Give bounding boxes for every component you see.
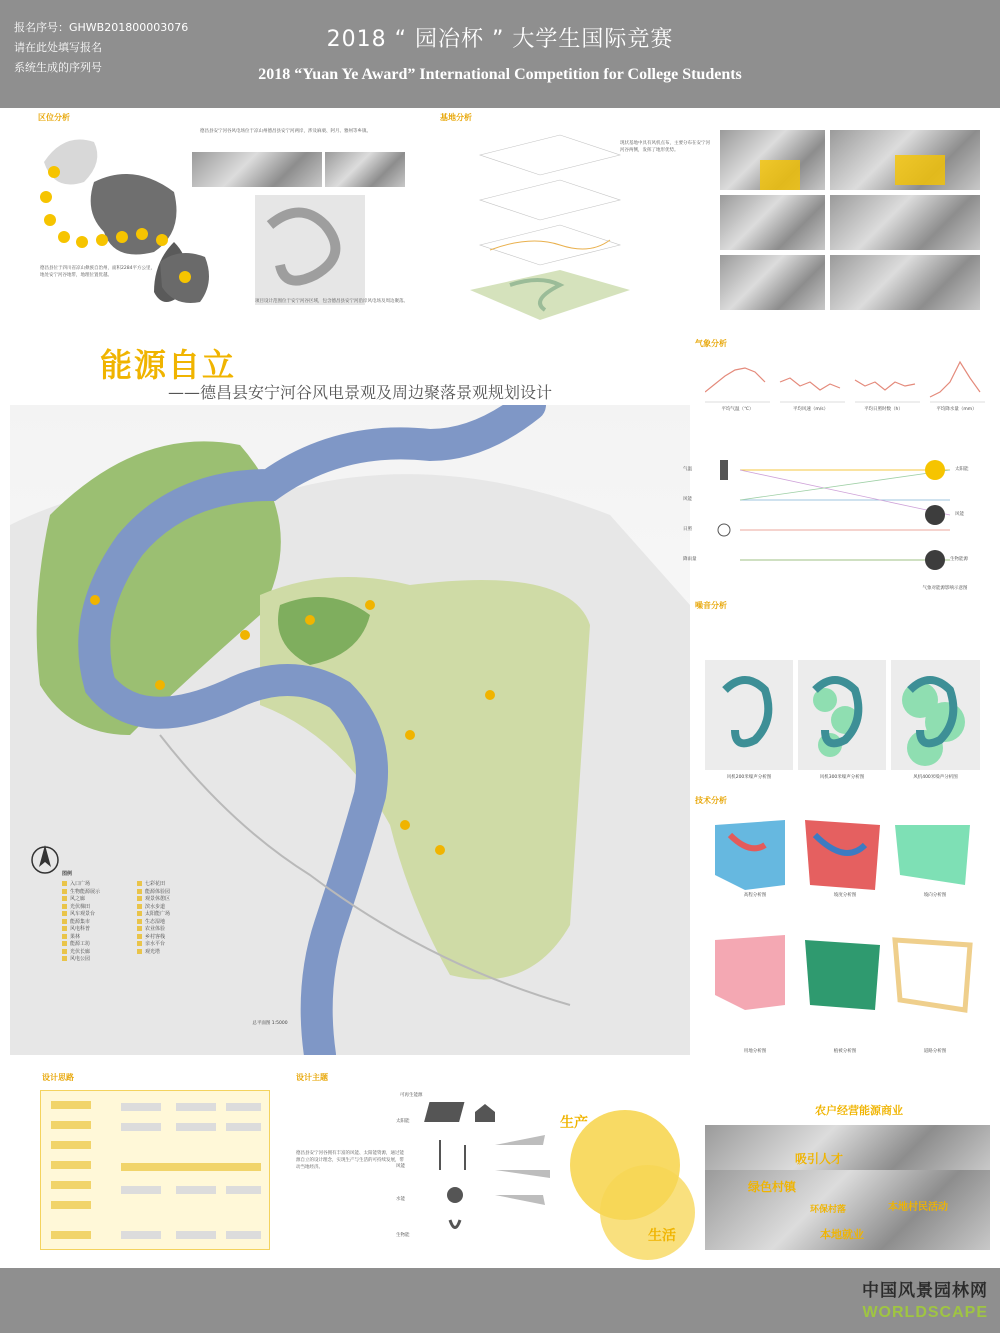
site-photo-hill — [830, 255, 980, 310]
tech-caption: 用地分析图 — [743, 1049, 767, 1054]
climate-left-label: 降雨量 — [683, 557, 697, 562]
section-base-title: 基地分析 — [440, 113, 472, 122]
registration-note-2: 系统生成的序列号 — [14, 61, 102, 74]
commerce-tag: 环保村落 — [810, 1205, 847, 1215]
energy-input-label: 生物能 — [396, 1233, 410, 1238]
climate-charts — [705, 352, 985, 412]
wind-chart-caption: 平均风速（m/s） — [792, 407, 829, 412]
noise-maps — [705, 660, 980, 770]
competition-title-cn: 2018 “ 园冶杯 ” 大学生国际竞赛 — [326, 27, 674, 52]
site-photo-building-highlight — [895, 155, 945, 185]
valley-photo-1 — [192, 152, 322, 187]
rain-chart-caption: 平均降水量（mm） — [936, 407, 977, 412]
commerce-tag: 吸引人才 — [795, 1152, 844, 1166]
renewable-label: 可再生能源 — [400, 1093, 423, 1098]
footer-banner — [0, 1268, 1000, 1333]
energy-input-label: 风能 — [396, 1164, 405, 1169]
legend-item: 滨水步道 — [137, 903, 212, 911]
legend-item: 能源体验园 — [137, 888, 212, 896]
tech-caption: 坡向分析图 — [923, 893, 947, 898]
section-noise-title: 噪音分析 — [695, 601, 727, 610]
climate-diagram-caption: 气象对能源影响示意图 — [922, 586, 968, 591]
noise-caption: 风机400米噪声分析图 — [913, 775, 958, 780]
registration-note-1: 请在此处填写报名 — [14, 41, 102, 54]
terrain-desc: 项目设计范围位于安宁河谷区域，包含德昌县安宁河沿岸风电场及周边聚落。 — [255, 299, 408, 304]
climate-right-label: 风能 — [955, 512, 964, 517]
tech-caption: 高程分析图 — [743, 893, 767, 898]
tech-caption: 坡度分析图 — [833, 893, 857, 898]
energy-input-label: 水能 — [396, 1197, 405, 1202]
site-photo-house — [720, 195, 825, 250]
section-climate-title: 气象分析 — [695, 339, 727, 348]
climate-left-label: 气温 — [683, 467, 692, 472]
footer-logo-en: WORLDSCAPE — [862, 1304, 988, 1321]
location-desc: 德昌县位于四川省凉山彝族自治州，面积2284平方公里，地处安宁河谷地带，地理位置优越。 — [40, 266, 155, 278]
terrain-map — [255, 195, 365, 305]
legend-item: 果林 — [62, 933, 137, 941]
base-desc: 现状基地中具有风机点布，主要分布在安宁河河谷两侧，发挥了地形优势。 — [620, 141, 710, 153]
section-design-title: 设计思路 — [42, 1073, 74, 1082]
legend-item: 农业体验 — [137, 925, 212, 933]
plan-legend — [62, 870, 212, 980]
valley-photo-2 — [325, 152, 405, 187]
climate-left-label: 日照 — [683, 527, 692, 532]
theme-arrows — [495, 1130, 565, 1220]
section-theme-title: 设计主题 — [296, 1073, 328, 1082]
tech-caption: 植被分析图 — [833, 1049, 857, 1054]
climate-right-label: 太阳能 — [955, 467, 969, 472]
main-subtitle: ——德昌县安宁河谷风电景观及周边聚落景观规划设计 — [168, 383, 553, 402]
footer-logo-cn: 中国风景园林网 — [862, 1281, 988, 1301]
legend-item: 太阳能广场 — [137, 910, 212, 918]
legend-item: 观景休憩区 — [137, 895, 212, 903]
legend-item: 风之廊 — [62, 895, 137, 903]
legend-item: 七彩花田 — [137, 880, 212, 888]
legend-item: 风车观景台 — [62, 910, 137, 918]
plan-scale: 总平面图 1:5000 — [252, 1021, 288, 1026]
noise-caption: 风机300米噪声分析图 — [819, 775, 865, 780]
legend-item: 能源集市 — [62, 918, 137, 926]
commerce-tag: 本地就业 — [820, 1228, 864, 1241]
main-title: 能源自立 — [100, 346, 237, 384]
commerce-photo-wind — [705, 1125, 990, 1170]
legend-item: 乡村客栈 — [137, 933, 212, 941]
legend-item: 能源工坊 — [62, 940, 137, 948]
registration-number: 报名序号：GHWB201800003076 — [14, 21, 189, 34]
legend-item: 观光塔 — [137, 948, 212, 956]
climate-energy-diagram — [700, 455, 990, 585]
energy-icons — [420, 1100, 500, 1245]
commerce-title: 农户经营能源商业 — [815, 1104, 903, 1117]
tech-caption: 道路分析图 — [923, 1049, 947, 1054]
commerce-tag: 本地村民活动 — [888, 1202, 948, 1213]
sichuan-map — [150, 242, 220, 312]
design-flow-chart — [40, 1090, 270, 1250]
site-photo-field — [830, 195, 980, 250]
legend-item: 光伏长廊 — [62, 948, 137, 956]
section-tech-title: 技术分析 — [695, 796, 727, 805]
legend-item: 亲水平台 — [137, 940, 212, 948]
site-photo-turbine — [720, 255, 825, 310]
temp-chart-caption: 平均气温（℃） — [721, 407, 754, 412]
noise-caption: 风机200米噪声分析图 — [726, 775, 772, 780]
header-banner — [0, 0, 1000, 108]
location-desc-2: 德昌县安宁河谷风电场位于凉山州德昌县安宁河两岸，涉及麻栗、阿月、雅州等乡镇。 — [200, 129, 371, 134]
base-layers-diagram — [470, 125, 630, 325]
legend-item: 光伏梯田 — [62, 903, 137, 911]
commerce-tag: 绿色村镇 — [748, 1180, 797, 1194]
life-circle — [600, 1165, 695, 1260]
site-photo-highlight — [760, 160, 800, 190]
produce-label: 生产 — [560, 1115, 588, 1131]
energy-input-label: 太阳能 — [396, 1119, 410, 1124]
tech-analysis-maps — [705, 815, 980, 1055]
theme-desc: 德昌县安宁河谷拥有丰富的风能、太阳能资源，通过能源自立的设计理念，实现生产与生活的可持续发展，带动当地经济。 — [296, 1151, 404, 1170]
climate-right-label: 生物能源 — [950, 557, 968, 562]
sun-chart-caption: 平均日照时数（h） — [864, 407, 903, 412]
life-label: 生活 — [648, 1228, 676, 1244]
legend-item: 风电公园 — [62, 955, 137, 963]
legend-title: 图例 — [62, 871, 73, 877]
legend-item: 入口广场 — [62, 880, 137, 888]
section-location-title: 区位分析 — [38, 113, 70, 122]
competition-title-en: 2018 “Yuan Ye Award” International Competition for College Students — [258, 66, 742, 83]
climate-left-label: 风能 — [683, 497, 692, 502]
legend-item: 风电科普 — [62, 925, 137, 933]
legend-item: 生态湿地 — [137, 918, 212, 926]
legend-item: 生物能源展示 — [62, 888, 137, 896]
